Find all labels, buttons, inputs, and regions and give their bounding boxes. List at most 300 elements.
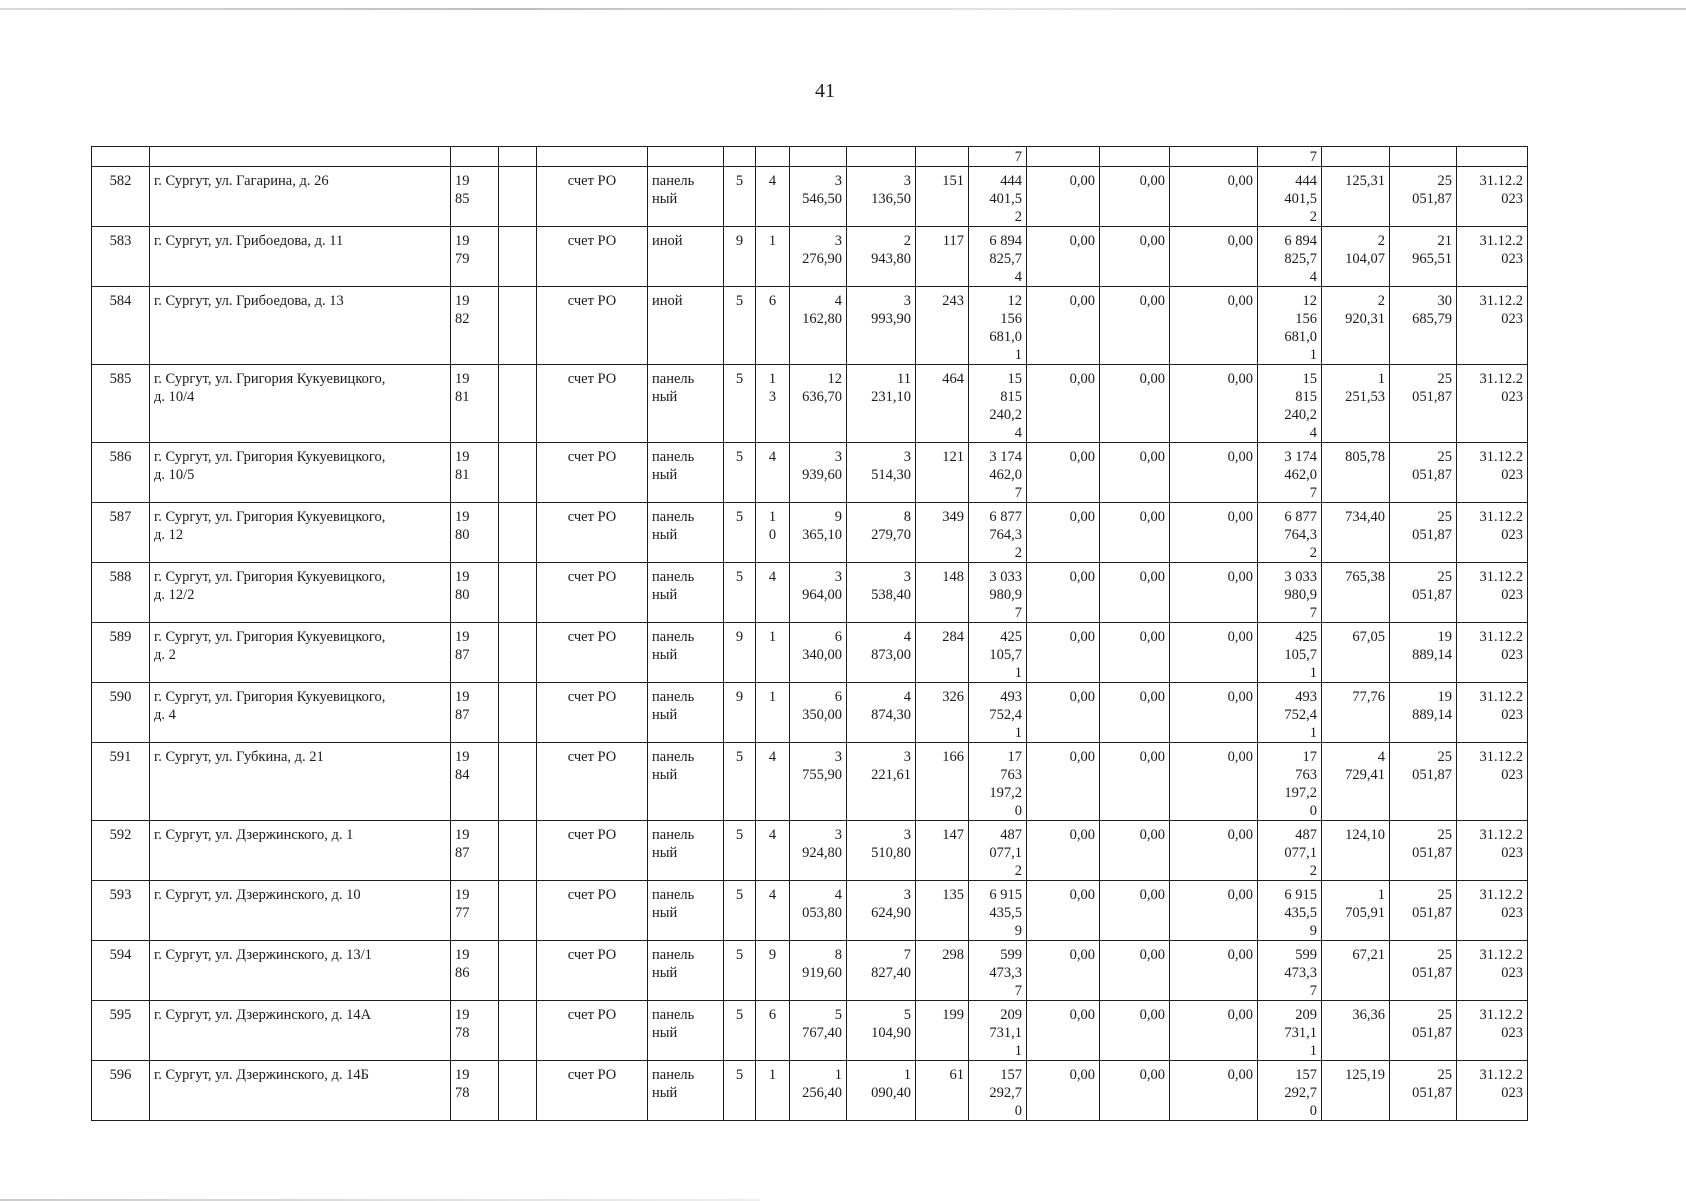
deadline-text: 31.12.2 023	[1479, 569, 1523, 603]
cost-total-cell	[969, 743, 1027, 821]
cost-owner-text: 6 877 764,3 2	[1284, 509, 1317, 561]
cost-total-cell	[969, 941, 1027, 1001]
deadline-text: 31.12.2 023	[1479, 629, 1523, 663]
fund-local-text: 0,00	[1227, 449, 1253, 465]
cost-limit-text: 25 051,87	[1412, 509, 1452, 543]
row-number-cell	[92, 287, 150, 365]
living-area-cell	[847, 1061, 916, 1121]
living-area-cell	[847, 743, 916, 821]
cost-limit-text: 30 685,79	[1412, 293, 1452, 327]
total-area-cell	[790, 443, 847, 503]
floors-cell	[724, 503, 756, 563]
living-area-cell	[847, 881, 916, 941]
cost-total-cell	[969, 821, 1027, 881]
residents-cell	[916, 227, 969, 287]
fund-method-cell	[537, 941, 648, 1001]
fund-local-cell	[1170, 365, 1258, 443]
fund-local-text: 0,00	[1227, 233, 1253, 249]
cost-owner-text: 444 401,5 2	[1284, 173, 1317, 225]
year-cell	[451, 683, 499, 743]
specific-cost-cell	[1322, 563, 1390, 623]
cost-owner-cell	[1258, 1061, 1322, 1121]
fund-method-text: счет РО	[567, 947, 617, 963]
total-area-text: 9 365,10	[802, 509, 842, 543]
table-row	[92, 227, 1528, 287]
deadline-cell	[1457, 167, 1528, 227]
year-text: 19 82	[455, 293, 470, 327]
cost-total-text: 15 815 240,2 4	[989, 371, 1022, 441]
cost-limit-cell	[1390, 881, 1457, 941]
fund-regional-text: 0,00	[1139, 749, 1165, 765]
fund-local-cell	[1170, 287, 1258, 365]
header-cell-cost-total: 7	[969, 147, 1027, 167]
residents-text: 199	[942, 1007, 964, 1023]
address-cell	[150, 683, 451, 743]
header-cell	[451, 147, 499, 167]
floors-text: 5	[735, 887, 744, 903]
entrances-text: 4	[768, 827, 777, 843]
fund-regional-text: 0,00	[1139, 827, 1165, 843]
entrances-text: 1	[768, 689, 777, 705]
total-area-cell	[790, 365, 847, 443]
specific-cost-text: 2 104,07	[1345, 233, 1385, 267]
entrances-cell	[756, 941, 790, 1001]
fund-regional-text: 0,00	[1139, 233, 1165, 249]
cost-owner-text: 425 105,7 1	[1284, 629, 1317, 681]
row-number-cell	[92, 941, 150, 1001]
total-area-cell	[790, 227, 847, 287]
fund-local-text: 0,00	[1227, 173, 1253, 189]
floors-text: 5	[735, 827, 744, 843]
total-area-cell	[790, 821, 847, 881]
fund-method-text: счет РО	[567, 1067, 617, 1083]
address-text: г. Сургут, ул. Григория Кукуевицкого, д. 12	[154, 509, 386, 543]
address-cell	[150, 287, 451, 365]
entrances-text: 6	[768, 293, 777, 309]
header-cell	[1100, 147, 1170, 167]
row-number-text: 587	[109, 509, 132, 525]
wall-material-cell	[648, 167, 724, 227]
floors-text: 5	[735, 293, 744, 309]
entrances-cell	[756, 821, 790, 881]
fund-local-text: 0,00	[1227, 947, 1253, 963]
wall-material-cell	[648, 365, 724, 443]
fund-local-text: 0,00	[1227, 689, 1253, 705]
cost-owner-cell	[1258, 881, 1322, 941]
fund-federal-cell	[1027, 443, 1100, 503]
cost-total-cell	[969, 881, 1027, 941]
row-number-cell	[92, 227, 150, 287]
fund-regional-text: 0,00	[1139, 173, 1165, 189]
residents-text: 243	[942, 293, 964, 309]
cost-owner-cell	[1258, 563, 1322, 623]
fund-local-cell	[1170, 881, 1258, 941]
fund-federal-cell	[1027, 623, 1100, 683]
deadline-cell	[1457, 287, 1528, 365]
cost-total-cell	[969, 563, 1027, 623]
fund-local-cell	[1170, 227, 1258, 287]
specific-cost-text: 1 251,53	[1345, 371, 1385, 405]
living-area-cell	[847, 683, 916, 743]
deadline-text: 31.12.2 023	[1479, 1067, 1523, 1101]
fund-local-text: 0,00	[1227, 293, 1253, 309]
cost-owner-text: 15 815 240,2 4	[1284, 371, 1317, 441]
total-area-text: 4 053,80	[802, 887, 842, 921]
entrances-text: 1 0	[768, 509, 777, 543]
residents-text: 117	[942, 233, 964, 249]
fund-federal-cell	[1027, 1001, 1100, 1061]
specific-cost-cell	[1322, 443, 1390, 503]
header-cell	[724, 147, 756, 167]
header-cell	[1322, 147, 1390, 167]
row-number-text: 590	[109, 689, 132, 705]
floors-cell	[724, 227, 756, 287]
living-area-cell	[847, 1001, 916, 1061]
row-number-cell	[92, 503, 150, 563]
cost-limit-text: 25 051,87	[1412, 449, 1452, 483]
cost-total-cell	[969, 503, 1027, 563]
header-cell	[756, 147, 790, 167]
deadline-text: 31.12.2 023	[1479, 371, 1523, 405]
specific-cost-text: 125,19	[1345, 1067, 1385, 1083]
fund-method-cell	[537, 623, 648, 683]
year-text: 19 87	[455, 827, 470, 861]
header-cell	[648, 147, 724, 167]
address-cell	[150, 443, 451, 503]
total-area-text: 6 350,00	[802, 689, 842, 723]
cost-owner-text: 599 473,3 7	[1284, 947, 1317, 999]
wall-material-cell	[648, 623, 724, 683]
cost-limit-cell	[1390, 503, 1457, 563]
residents-cell	[916, 941, 969, 1001]
cost-limit-text: 25 051,87	[1412, 827, 1452, 861]
wall-material-text: панель ный	[652, 827, 695, 861]
floors-text: 5	[735, 749, 744, 765]
row-number-text: 593	[109, 887, 132, 903]
year-text: 19 85	[455, 173, 470, 207]
total-area-cell	[790, 683, 847, 743]
total-area-text: 3 755,90	[802, 749, 842, 783]
wall-material-cell	[648, 941, 724, 1001]
fund-regional-cell	[1100, 881, 1170, 941]
wall-material-cell	[648, 881, 724, 941]
fund-regional-cell	[1100, 623, 1170, 683]
fund-regional-text: 0,00	[1139, 449, 1165, 465]
fund-federal-text: 0,00	[1069, 689, 1095, 705]
fund-federal-text: 0,00	[1069, 371, 1095, 387]
header-cell-cost-owner: 7	[1258, 147, 1322, 167]
cost-limit-text: 25 051,87	[1412, 173, 1452, 207]
entrances-cell	[756, 443, 790, 503]
residents-text: 61	[949, 1067, 964, 1083]
address-cell	[150, 167, 451, 227]
residents-cell	[916, 167, 969, 227]
total-area-cell	[790, 1001, 847, 1061]
living-area-text: 3 510,80	[871, 827, 911, 861]
cost-owner-text: 6 894 825,7 4	[1284, 233, 1317, 285]
specific-cost-cell	[1322, 503, 1390, 563]
wall-material-text: иной	[652, 293, 683, 309]
year-cell	[451, 1061, 499, 1121]
entrances-text: 4	[768, 449, 777, 465]
cost-total-cell	[969, 227, 1027, 287]
residents-text: 135	[942, 887, 964, 903]
header-cell	[1027, 147, 1100, 167]
cost-total-text: 209 731,1 1	[989, 1007, 1022, 1059]
living-area-text: 8 279,70	[871, 509, 911, 543]
specific-cost-cell	[1322, 683, 1390, 743]
wall-material-cell	[648, 1001, 724, 1061]
entrances-text: 9	[768, 947, 777, 963]
cost-total-text: 157 292,7 0	[989, 1067, 1022, 1119]
year-text: 19 77	[455, 887, 470, 921]
total-area-text: 12 636,70	[802, 371, 842, 405]
fund-regional-cell	[1100, 443, 1170, 503]
living-area-text: 3 514,30	[871, 449, 911, 483]
address-text: г. Сургут, ул. Григория Кукуевицкого, д. 2	[154, 629, 386, 663]
fund-local-cell	[1170, 443, 1258, 503]
fund-local-text: 0,00	[1227, 1067, 1253, 1083]
empty-cell	[499, 683, 537, 743]
total-area-cell	[790, 563, 847, 623]
cost-limit-cell	[1390, 287, 1457, 365]
deadline-text: 31.12.2 023	[1479, 689, 1523, 723]
specific-cost-cell	[1322, 287, 1390, 365]
floors-cell	[724, 941, 756, 1001]
table-row	[92, 1001, 1528, 1061]
row-number-text: 586	[109, 449, 132, 465]
fund-method-text: счет РО	[567, 293, 617, 309]
fund-method-cell	[537, 563, 648, 623]
cost-owner-cell	[1258, 1001, 1322, 1061]
year-text: 19 80	[455, 569, 470, 603]
specific-cost-cell	[1322, 227, 1390, 287]
cost-owner-cell	[1258, 287, 1322, 365]
cost-owner-cell	[1258, 683, 1322, 743]
specific-cost-cell	[1322, 1001, 1390, 1061]
cost-limit-text: 25 051,87	[1412, 1007, 1452, 1041]
deadline-text: 31.12.2 023	[1479, 947, 1523, 981]
fund-method-text: счет РО	[567, 1007, 617, 1023]
entrances-text: 1 3	[768, 371, 777, 405]
specific-cost-text: 125,31	[1345, 173, 1385, 189]
row-number-text: 582	[109, 173, 132, 189]
fund-regional-cell	[1100, 503, 1170, 563]
cost-total-cell	[969, 1001, 1027, 1061]
fund-method-text: счет РО	[567, 749, 617, 765]
fund-method-cell	[537, 503, 648, 563]
entrances-text: 4	[768, 887, 777, 903]
specific-cost-text: 124,10	[1345, 827, 1385, 843]
year-text: 19 81	[455, 371, 470, 405]
deadline-cell	[1457, 503, 1528, 563]
total-area-text: 3 939,60	[802, 449, 842, 483]
floors-text: 5	[735, 569, 744, 585]
address-text: г. Сургут, ул. Дзержинского, д. 10	[154, 887, 361, 903]
deadline-text: 31.12.2 023	[1479, 293, 1523, 327]
total-area-text: 4 162,80	[802, 293, 842, 327]
cost-owner-text: 17 763 197,2 0	[1284, 749, 1317, 819]
year-text: 19 78	[455, 1007, 470, 1041]
fund-method-cell	[537, 1061, 648, 1121]
year-cell	[451, 167, 499, 227]
cost-owner-text: 6 915 435,5 9	[1284, 887, 1317, 939]
residents-cell	[916, 443, 969, 503]
year-cell	[451, 365, 499, 443]
fund-local-cell	[1170, 1061, 1258, 1121]
fund-federal-text: 0,00	[1069, 827, 1095, 843]
fund-regional-text: 0,00	[1139, 947, 1165, 963]
total-area-cell	[790, 503, 847, 563]
wall-material-text: панель ный	[652, 509, 695, 543]
fund-federal-text: 0,00	[1069, 749, 1095, 765]
fund-federal-cell	[1027, 287, 1100, 365]
deadline-cell	[1457, 1061, 1528, 1121]
fund-regional-text: 0,00	[1139, 569, 1165, 585]
cost-owner-cell	[1258, 623, 1322, 683]
fund-federal-cell	[1027, 365, 1100, 443]
wall-material-cell	[648, 443, 724, 503]
fund-local-cell	[1170, 503, 1258, 563]
fund-regional-cell	[1100, 1061, 1170, 1121]
floors-text: 5	[735, 173, 744, 189]
empty-cell	[499, 881, 537, 941]
residents-text: 151	[942, 173, 964, 189]
floors-cell	[724, 623, 756, 683]
address-text: г. Сургут, ул. Дзержинского, д. 1	[154, 827, 354, 843]
address-text: г. Сургут, ул. Дзержинского, д. 14А	[154, 1007, 372, 1023]
address-cell	[150, 881, 451, 941]
table-row	[92, 743, 1528, 821]
specific-cost-text: 36,36	[1352, 1007, 1385, 1023]
table-row	[92, 1061, 1528, 1121]
fund-method-text: счет РО	[567, 629, 617, 645]
header-cell	[1390, 147, 1457, 167]
fund-regional-text: 0,00	[1139, 1067, 1165, 1083]
table-row	[92, 881, 1528, 941]
fund-federal-text: 0,00	[1069, 293, 1095, 309]
floors-cell	[724, 167, 756, 227]
cost-total-cell	[969, 365, 1027, 443]
deadline-text: 31.12.2 023	[1479, 509, 1523, 543]
cost-total-text: 6 894 825,7 4	[989, 233, 1022, 285]
fund-regional-text: 0,00	[1139, 689, 1165, 705]
total-area-text: 3 546,50	[802, 173, 842, 207]
address-text: г. Сургут, ул. Григория Кукуевицкого, д. 12/2	[154, 569, 386, 603]
specific-cost-text: 67,21	[1352, 947, 1385, 963]
year-text: 19 87	[455, 689, 470, 723]
year-cell	[451, 743, 499, 821]
living-area-cell	[847, 227, 916, 287]
year-cell	[451, 1001, 499, 1061]
living-area-text: 3 624,90	[871, 887, 911, 921]
specific-cost-cell	[1322, 167, 1390, 227]
wall-material-cell	[648, 503, 724, 563]
wall-material-cell	[648, 287, 724, 365]
table-row	[92, 941, 1528, 1001]
fund-method-cell	[537, 1001, 648, 1061]
fund-regional-cell	[1100, 821, 1170, 881]
wall-material-text: панель ный	[652, 749, 695, 783]
living-area-cell	[847, 563, 916, 623]
year-cell	[451, 503, 499, 563]
cost-total-cell	[969, 167, 1027, 227]
living-area-cell	[847, 167, 916, 227]
row-number-cell	[92, 1061, 150, 1121]
residents-text: 147	[942, 827, 964, 843]
floors-cell	[724, 287, 756, 365]
year-text: 19 86	[455, 947, 470, 981]
empty-cell	[499, 563, 537, 623]
deadline-cell	[1457, 683, 1528, 743]
living-area-text: 3 221,61	[871, 749, 911, 783]
entrances-cell	[756, 287, 790, 365]
address-cell	[150, 1061, 451, 1121]
cost-owner-cell	[1258, 821, 1322, 881]
floors-cell	[724, 1001, 756, 1061]
cost-total-cell	[969, 287, 1027, 365]
address-cell	[150, 941, 451, 1001]
fund-method-cell	[537, 881, 648, 941]
fund-method-text: счет РО	[567, 569, 617, 585]
deadline-text: 31.12.2 023	[1479, 449, 1523, 483]
empty-cell	[499, 287, 537, 365]
cost-owner-cell	[1258, 941, 1322, 1001]
wall-material-text: панель ный	[652, 173, 695, 207]
fund-local-text: 0,00	[1227, 509, 1253, 525]
residents-cell	[916, 1061, 969, 1121]
fund-local-cell	[1170, 623, 1258, 683]
fund-regional-text: 0,00	[1139, 629, 1165, 645]
total-area-text: 8 919,60	[802, 947, 842, 981]
entrances-text: 1	[768, 629, 777, 645]
row-number-cell	[92, 365, 150, 443]
entrances-cell	[756, 365, 790, 443]
total-area-cell	[790, 743, 847, 821]
fund-method-cell	[537, 821, 648, 881]
address-cell	[150, 821, 451, 881]
fund-local-text: 0,00	[1227, 1007, 1253, 1023]
floors-text: 5	[735, 509, 744, 525]
table-row	[92, 503, 1528, 563]
cost-owner-text: 493 752,4 1	[1284, 689, 1317, 741]
floors-cell	[724, 365, 756, 443]
wall-material-text: панель ный	[652, 449, 695, 483]
wall-material-text: панель ный	[652, 947, 695, 981]
entrances-cell	[756, 881, 790, 941]
deadline-cell	[1457, 743, 1528, 821]
year-text: 19 79	[455, 233, 470, 267]
table-row	[92, 683, 1528, 743]
fund-method-cell	[537, 743, 648, 821]
header-cell	[916, 147, 969, 167]
empty-cell	[499, 941, 537, 1001]
floors-text: 9	[735, 689, 744, 705]
year-cell	[451, 227, 499, 287]
fund-local-cell	[1170, 563, 1258, 623]
housing-registry-table	[91, 146, 1528, 1121]
deadline-text: 31.12.2 023	[1479, 827, 1523, 861]
cost-owner-cell	[1258, 365, 1322, 443]
empty-cell	[499, 743, 537, 821]
fund-regional-text: 0,00	[1139, 293, 1165, 309]
address-text: г. Сургут, ул. Гагарина, д. 26	[154, 173, 329, 189]
table-row	[92, 365, 1528, 443]
row-number-text: 591	[109, 749, 132, 765]
row-number-cell	[92, 563, 150, 623]
fund-method-cell	[537, 365, 648, 443]
wall-material-cell	[648, 227, 724, 287]
